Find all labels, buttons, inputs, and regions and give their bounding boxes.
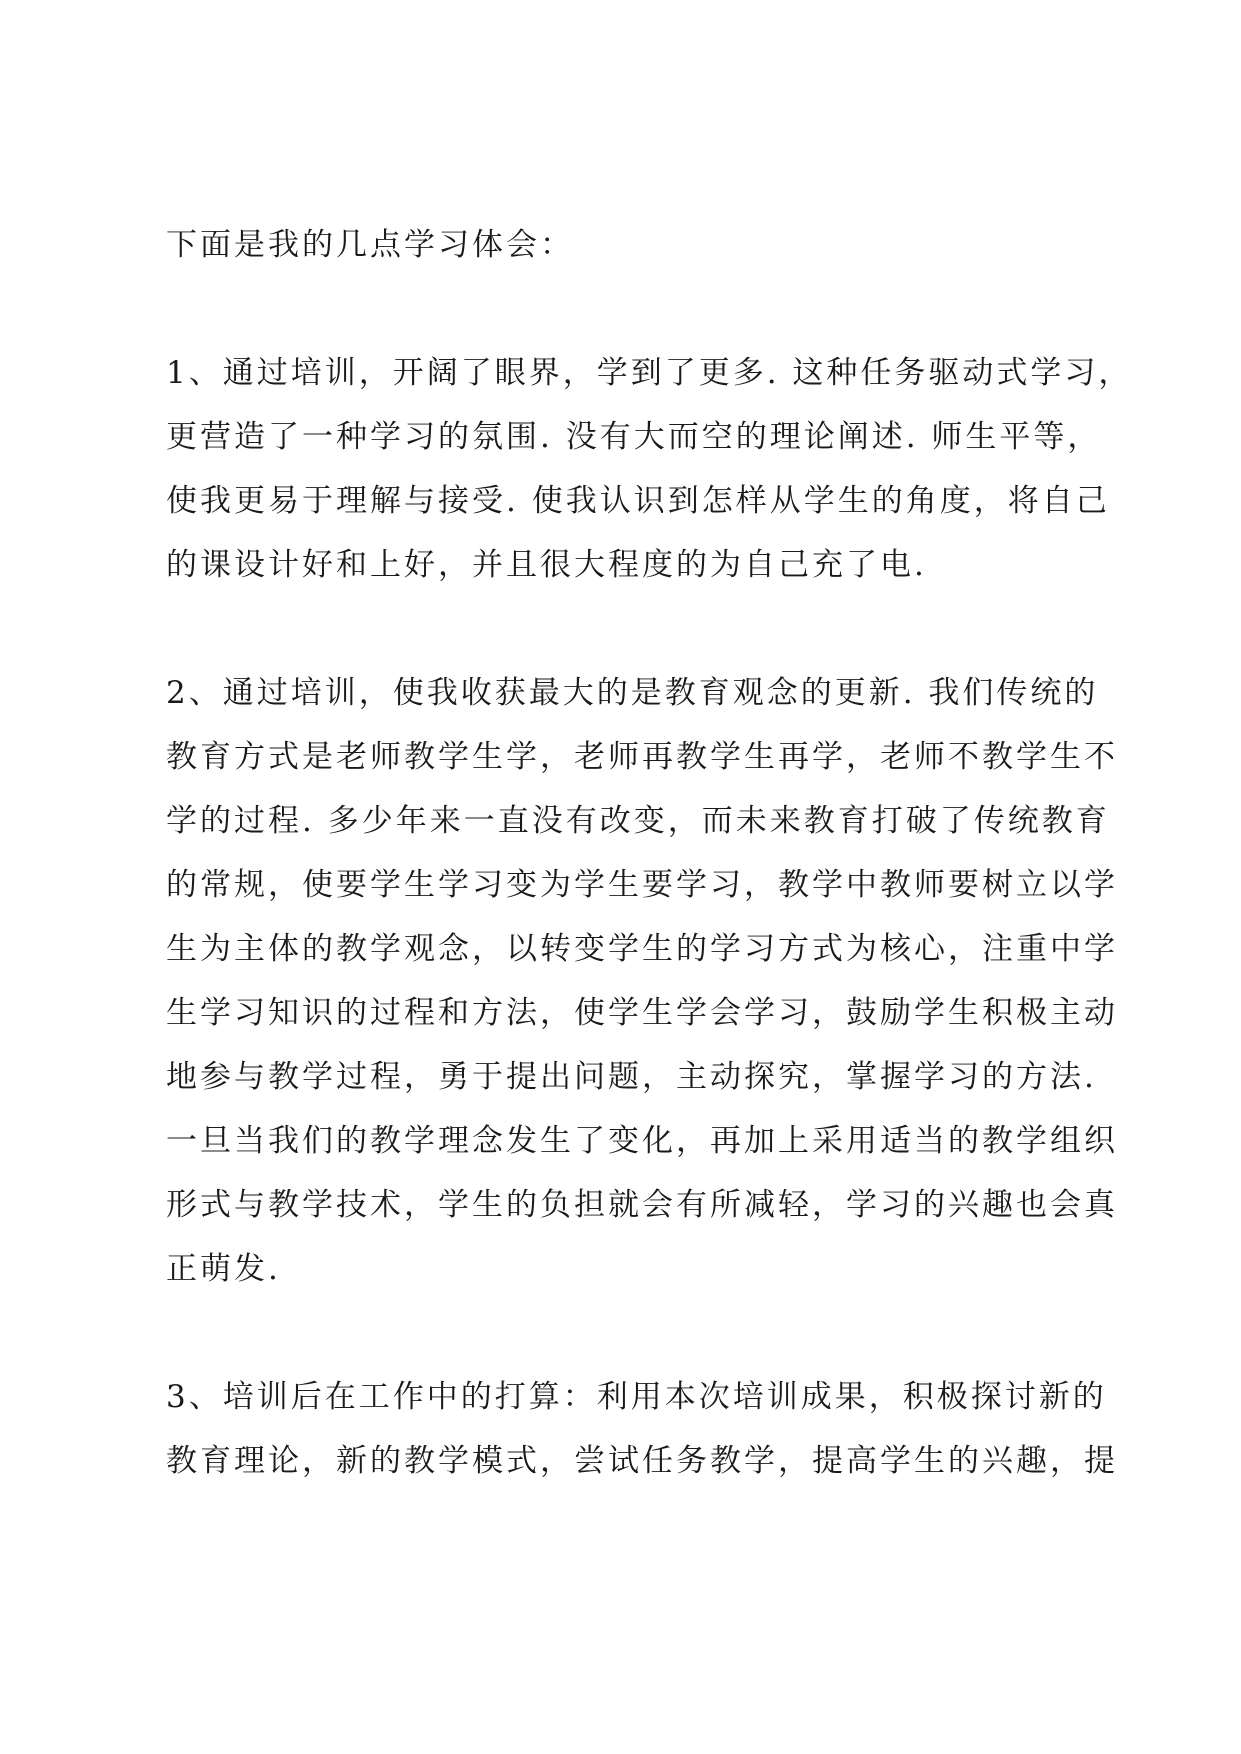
- paragraph-line: 一旦当我们的教学理念发生了变化，再加上采用适当的教学组织: [166, 1123, 1118, 1159]
- paragraph-line: 的常规，使要学生学习变为学生要学习，教学中教师要树立以学: [166, 867, 1118, 903]
- paragraph-line: 教育方式是老师教学生学，老师再教学生再学，老师不教学生不: [166, 739, 1118, 775]
- paragraph-line: 生学习知识的过程和方法，使学生学会学习，鼓励学生积极主动: [166, 995, 1118, 1031]
- paragraph-line: 的课设计好和上好，并且很大程度的为自己充了电.: [166, 547, 927, 583]
- paragraph-line: 2、通过培训，使我收获最大的是教育观念的更新. 我们传统的: [166, 675, 1099, 711]
- document-body: [166, 225, 1133, 1482]
- paragraph-line: 形式与教学技术，学生的负担就会有所减轻，学习的兴趣也会真: [166, 1187, 1118, 1223]
- paragraph-line: 学的过程. 多少年来一直没有改变，而未来教育打破了传统教育: [166, 803, 1110, 839]
- intro-paragraph: [166, 225, 1096, 266]
- paragraph-line: 3、培训后在工作中的打算：利用本次培训成果，积极探讨新的: [166, 1379, 1107, 1415]
- intro-line: 下面是我的几点学习体会：: [166, 227, 574, 263]
- paragraph-line: 更营造了一种学习的氛围. 没有大而空的理论阐述. 师生平等，: [166, 419, 1102, 455]
- paragraph-line: 1、通过培训，开阔了眼界，学到了更多. 这种任务驱动式学习，: [166, 355, 1133, 391]
- paragraph-1: [166, 353, 1133, 586]
- paragraph-3: [166, 1377, 1118, 1482]
- paragraph-2: [166, 673, 1118, 1290]
- paragraph-line: 使我更易于理解与接受. 使我认识到怎样从学生的角度，将自己: [166, 483, 1110, 519]
- paragraph-line: 教育理论，新的教学模式，尝试任务教学，提高学生的兴趣，提: [166, 1443, 1118, 1479]
- paragraph-line: 正萌发.: [166, 1251, 281, 1287]
- paragraph-line: 地参与教学过程，勇于提出问题，主动探究，掌握学习的方法.: [166, 1059, 1097, 1095]
- paragraph-line: 生为主体的教学观念，以转变学生的学习方式为核心，注重中学: [166, 931, 1118, 967]
